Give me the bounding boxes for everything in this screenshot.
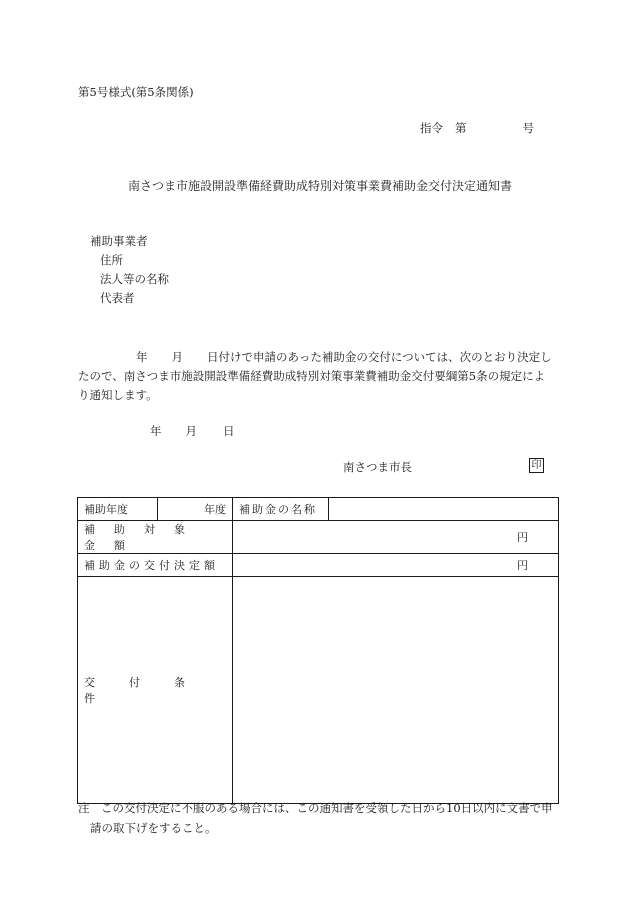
body-line-1 [78, 348, 558, 367]
recipient-corp-name-label: 法人等の名称 [100, 272, 169, 286]
directive-number [420, 123, 534, 135]
decision-amount-label: 補助金の交付決定額 [84, 559, 219, 572]
target-amount-label-cell [78, 521, 233, 554]
target-amount-currency: 円 [233, 521, 559, 554]
issue-date [150, 426, 235, 438]
footnote [78, 798, 553, 838]
table-row [78, 521, 559, 554]
fiscal-year-label: 補助年度 [84, 503, 128, 516]
decision-amount-currency: 円 [233, 554, 559, 577]
seal-mark: 印 [529, 458, 544, 473]
directive-prefix: 指令 [420, 121, 443, 135]
recipient-representative-label: 代表者 [100, 291, 135, 305]
date-year: 年 [150, 424, 162, 438]
subsidy-form-table [77, 497, 559, 804]
table-row [78, 498, 559, 521]
directive-dai: 第 [455, 121, 467, 135]
body-line-3: り通知します。 [78, 388, 158, 402]
document-title: 南さつま市施設開設準備経費助成特別対策事業費補助金交付決定通知書 [128, 179, 513, 193]
recipient-heading: 補助事業者 [90, 234, 148, 248]
conditions-label: 交付条件 [84, 676, 219, 705]
subsidy-name-value [329, 498, 559, 521]
directive-go: 号 [522, 121, 534, 135]
conditions-value [233, 577, 559, 804]
recipient-address-label: 住所 [100, 253, 123, 267]
form-number: 第5号様式(第5条関係) [78, 85, 194, 99]
issuer-name: 南さつま市長 [343, 460, 412, 474]
target-amount-label: 補助対象金額 [84, 523, 204, 552]
conditions-label-cell [78, 577, 233, 804]
footnote-line-1: 注 この交付決定に不服のある場合には、この通知書を受領した日から10日以内に文書で申 [78, 801, 553, 815]
body-line-2: たので、南さつま市施設開設準備経費助成特別対策事業費補助金交付要綱第5条の規定によ [78, 369, 546, 383]
table-row [78, 554, 559, 577]
body-line-1-rest: 日付けで申請のあった補助金の交付については、次のとおり決定し [207, 350, 552, 364]
subsidy-name-label: 補助金の名称 [233, 498, 329, 521]
date-day: 日 [223, 424, 235, 438]
fiscal-year-unit: 年度 [158, 498, 233, 521]
decision-amount-label-cell [78, 554, 233, 577]
body-month: 月 [171, 350, 183, 364]
fiscal-year-label-cell [78, 498, 158, 521]
body-year: 年 [136, 350, 148, 364]
notice-body [78, 348, 558, 405]
table-row [78, 577, 559, 804]
footnote-line-2: 請の取下げをすること。 [90, 821, 217, 835]
date-month: 月 [185, 424, 197, 438]
